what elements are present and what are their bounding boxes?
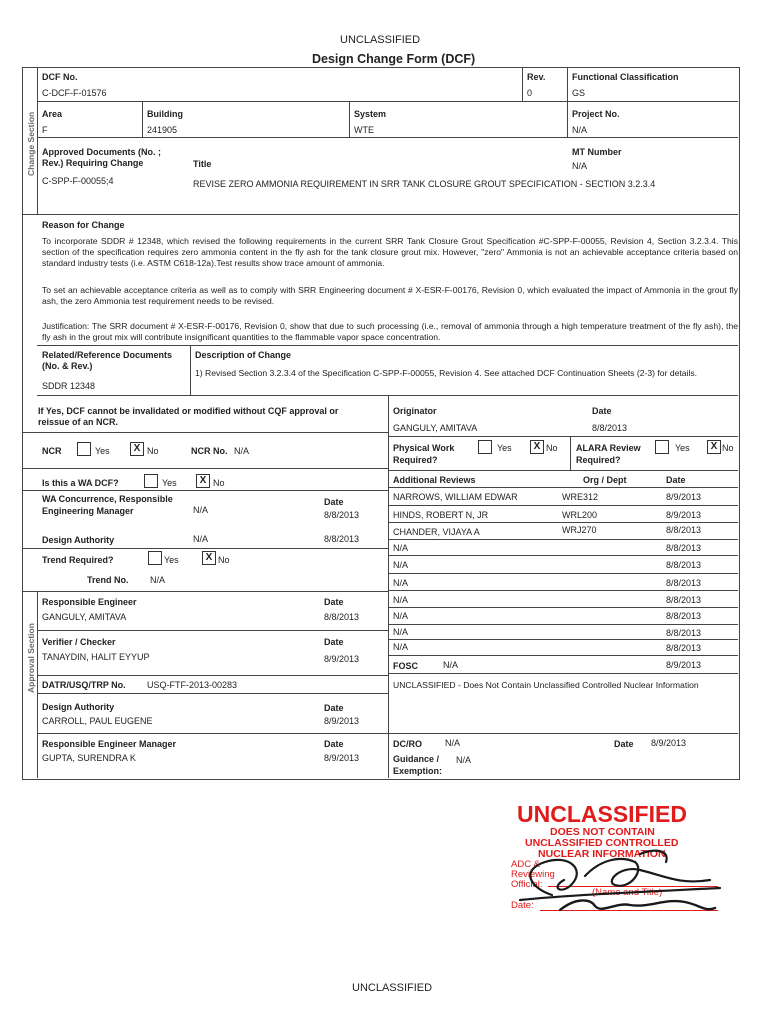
stamp-date-label: Date: <box>511 900 534 911</box>
wa-concurrence-label: WA Concurrence, Responsible <box>42 494 173 504</box>
divider <box>388 487 738 488</box>
stamp-title: UNCLASSIFIED <box>517 801 687 827</box>
reason-paragraph-1: To incorporate SDDR # 12348, which revised the following requirements in the current SRR Tank Closure Grout Specification #C-SPP-F-00055, Revision 4, Section 3.2.3.4. This section of the specification requires zero ammonia content in the fly ash for the tank closure grout mix. However, "zero" Ammonia is not an achievable acceptance criteria based on standard industry tests (i.e. ASTM C618-12a).Test results show trace amount of ammonia. <box>42 236 738 268</box>
physical-work-yes-checkbox[interactable] <box>478 440 492 454</box>
stamp-line-3: NUCLEAR INFORMATION <box>538 848 666 860</box>
approved-docs-value: C-SPP-F-00055;4 <box>42 176 114 186</box>
divider <box>388 590 738 591</box>
review-name: N/A <box>393 560 409 570</box>
design-authority-label: Design Authority <box>42 535 115 545</box>
design-authority-2-date-label: Date <box>324 703 344 713</box>
title-label: Title <box>193 159 212 169</box>
divider <box>388 655 738 656</box>
ncr-question-2: reissue of an NCR. <box>38 417 119 427</box>
design-authority-2-label: Design Authority <box>42 702 115 712</box>
responsible-engineer-label: Responsible Engineer <box>42 597 137 607</box>
project-no-label: Project No. <box>572 109 620 119</box>
review-date: 8/8/2013 <box>666 628 702 638</box>
design-authority-2-date: 8/9/2013 <box>324 716 360 726</box>
divider <box>22 548 388 549</box>
divider <box>22 591 388 592</box>
ncr-label: NCR <box>42 446 62 456</box>
review-name: N/A <box>393 642 409 652</box>
approval-section-label: Approval Section <box>26 623 36 693</box>
review-date: 8/8/2013 <box>666 595 702 605</box>
stamp-name-title: (Name and Title) <box>592 887 663 898</box>
ncr-no-label: No <box>147 446 159 456</box>
alara-label: ALARA Review <box>576 443 641 453</box>
form-title: Design Change Form (DCF) <box>312 52 476 66</box>
fosc-date: 8/9/2013 <box>666 660 702 670</box>
stamp-line-1: DOES NOT CONTAIN <box>550 826 655 838</box>
dcro-label: DC/RO <box>393 739 422 749</box>
wa-no-checkbox[interactable]: X <box>196 474 210 488</box>
review-org: WRJ270 <box>562 525 597 535</box>
area-label: Area <box>42 109 63 119</box>
review-name: N/A <box>393 595 409 605</box>
divider <box>388 470 738 471</box>
review-date: 8/8/2013 <box>666 543 702 553</box>
review-date: 8/9/2013 <box>666 492 702 502</box>
divider <box>37 733 738 734</box>
building-value: 241905 <box>147 125 178 135</box>
ncr-no-value: N/A <box>234 446 250 456</box>
responsible-engineer-date-label: Date <box>324 597 344 607</box>
ncr-yes-checkbox[interactable] <box>77 442 91 456</box>
review-name: N/A <box>393 627 409 637</box>
classification-statement: UNCLASSIFIED - Does Not Contain Unclassified Controlled Nuclear Information <box>393 680 699 690</box>
design-authority-2-name: CARROLL, PAUL EUGENE <box>42 716 153 726</box>
verifier-date: 8/9/2013 <box>324 654 360 664</box>
change-section-label: Change Section <box>26 111 36 176</box>
review-org: WRL200 <box>562 510 598 520</box>
ncr-no-field-label: NCR No. <box>191 446 228 456</box>
review-name: N/A <box>393 578 409 588</box>
alara-label-2: Required? <box>576 455 621 465</box>
alara-no-label: No <box>722 443 734 453</box>
trend-no-value: N/A <box>150 575 166 585</box>
review-name: N/A <box>393 611 409 621</box>
divider <box>388 395 389 778</box>
signature-image <box>490 840 730 925</box>
fosc-label: FOSC <box>393 661 419 671</box>
review-date: 8/8/2013 <box>666 525 702 535</box>
divider <box>388 639 738 640</box>
verifier-label: Verifier / Checker <box>42 637 116 647</box>
physical-work-no-label: No <box>546 443 558 453</box>
additional-reviews-date-label: Date <box>666 475 686 485</box>
system-label: System <box>354 109 387 119</box>
originator-label: Originator <box>393 406 437 416</box>
functional-classification-label: Functional Classification <box>572 72 679 82</box>
review-date: 8/8/2013 <box>666 560 702 570</box>
rem-date-label: Date <box>324 739 344 749</box>
org-dept-label: Org / Dept <box>583 475 627 485</box>
responsible-engineer-name: GANGULY, AMITAVA <box>42 612 127 622</box>
classification-top: UNCLASSIFIED <box>340 34 421 46</box>
title-value: REVISE ZERO AMMONIA REQUIREMENT IN SRR TANK CLOSURE GROUT SPECIFICATION - SECTION 3.2.3.4 <box>193 179 656 189</box>
rem-name: GUPTA, SURENDRA K <box>42 753 136 763</box>
divider <box>388 673 738 674</box>
verifier-name: TANAYDIN, HALIT EYYUP <box>42 652 150 662</box>
project-no-value: N/A <box>572 125 588 135</box>
reason-paragraph-2: To set an achievable acceptance criteria as well as to comply with SRR Engineering document # X-ESR-F-00176, Revision 0, which evaluated the impact of Ammonia in the grout fly ash, the zero Ammonia test requirement needs to be revised. <box>42 285 738 306</box>
divider <box>22 490 388 491</box>
originator-date: 8/8/2013 <box>592 423 628 433</box>
guidance-value: N/A <box>456 755 472 765</box>
divider <box>522 67 523 101</box>
related-docs-label: Related/Reference Documents <box>42 350 173 360</box>
originator-date-label: Date <box>592 406 612 416</box>
originator-name: GANGULY, AMITAVA <box>393 423 478 433</box>
divider <box>388 539 738 540</box>
divider <box>388 624 738 625</box>
rem-label: Responsible Engineer Manager <box>42 739 177 749</box>
description-label: Description of Change <box>195 350 292 360</box>
trend-yes-checkbox[interactable] <box>148 551 162 565</box>
dcro-value: N/A <box>445 738 461 748</box>
ncr-no-checkbox[interactable]: X <box>130 442 144 456</box>
related-docs-label-2: (No. & Rev.) <box>42 361 93 371</box>
review-date: 8/8/2013 <box>666 578 702 588</box>
wa-dcf-label: Is this a WA DCF? <box>42 478 119 488</box>
approved-docs-label-2: Rev.) Requiring Change <box>42 158 144 168</box>
wa-concurrence-value: N/A <box>193 505 209 515</box>
review-name: CHANDER, VIJAYA A <box>393 527 480 537</box>
divider <box>37 67 38 214</box>
divider <box>388 522 738 523</box>
trend-required-label: Trend Required? <box>42 555 114 565</box>
review-name: HINDS, ROBERT N, JR <box>393 510 489 520</box>
physical-work-label: Physical Work <box>393 443 455 453</box>
alara-yes-checkbox[interactable] <box>655 440 669 454</box>
review-org: WRE312 <box>562 492 599 502</box>
review-date: 8/9/2013 <box>666 510 702 520</box>
related-docs-value: SDDR 12348 <box>42 381 96 391</box>
review-name: NARROWS, WILLIAM EDWAR <box>393 492 518 502</box>
review-date: 8/8/2013 <box>666 611 702 621</box>
divider <box>37 630 388 631</box>
wa-yes-checkbox[interactable] <box>144 474 158 488</box>
dcro-date-label: Date <box>614 739 634 749</box>
divider <box>37 137 738 138</box>
building-label: Building <box>147 109 183 119</box>
area-value: F <box>42 125 48 135</box>
guidance-label: Guidance / <box>393 754 440 764</box>
trend-no-label: No <box>218 555 230 565</box>
divider <box>22 214 738 215</box>
alara-yes-label: Yes <box>675 443 690 453</box>
additional-reviews-label: Additional Reviews <box>393 475 476 485</box>
divider <box>388 505 738 506</box>
rev-label: Rev. <box>527 72 546 82</box>
divider <box>37 693 388 694</box>
divider <box>37 675 388 676</box>
physical-work-no-checkbox[interactable]: X <box>530 440 544 454</box>
divider <box>388 436 738 437</box>
dcf-no-value: C-DCF-F-01576 <box>42 88 107 98</box>
datr-value: USQ-FTF-2013-00283 <box>147 680 238 690</box>
divider <box>22 468 388 469</box>
ncr-question: If Yes, DCF cannot be invalidated or modified without CQF approval or <box>38 406 339 416</box>
mt-number-label: MT Number <box>572 147 622 157</box>
design-authority-value: N/A <box>193 534 209 544</box>
rem-date: 8/9/2013 <box>324 753 360 763</box>
divider <box>349 101 350 137</box>
reason-paragraph-3: Justification: The SRR document # X-ESR-F-00176, Revision 0, show that due to such processing (i.e., removal of ammonia through a high temperature treatment of the fly ash), the fly ash in the grout mix will contribute insignificant quantities to the flammable vapor space concentration. <box>42 321 738 342</box>
fosc-value: N/A <box>443 660 459 670</box>
datr-label: DATR/USQ/TRP No. <box>42 680 126 690</box>
divider <box>388 607 738 608</box>
dcro-date: 8/9/2013 <box>651 738 687 748</box>
divider <box>388 573 738 574</box>
trend-yes-label: Yes <box>164 555 179 565</box>
wa-no-label: No <box>213 478 225 488</box>
alara-no-checkbox[interactable]: X <box>707 440 721 454</box>
guidance-label-2: Exemption: <box>393 766 443 776</box>
trend-no-checkbox[interactable]: X <box>202 551 216 565</box>
design-authority-date: 8/8/2013 <box>324 534 360 544</box>
divider <box>37 591 38 778</box>
responsible-engineer-date: 8/8/2013 <box>324 612 360 622</box>
trend-no-field-label: Trend No. <box>87 575 129 585</box>
divider <box>190 345 191 395</box>
divider <box>388 555 738 556</box>
divider <box>567 67 568 101</box>
system-value: WTE <box>354 125 374 135</box>
divider <box>22 432 388 433</box>
stamp-official-label: Official: <box>511 879 543 890</box>
wa-yes-label: Yes <box>162 478 177 488</box>
approved-docs-label: Approved Documents (No. ; <box>42 147 162 157</box>
rev-value: 0 <box>527 88 533 98</box>
divider <box>142 101 143 137</box>
stamp-adc-label: ADC & <box>511 859 541 870</box>
mt-number-value: N/A <box>572 161 588 171</box>
wa-concurrence-label-2: Engineering Manager <box>42 506 134 516</box>
stamp-reviewing-label: Reviewing <box>511 869 555 880</box>
wa-concurrence-date: 8/8/2013 <box>324 510 360 520</box>
review-date: 8/8/2013 <box>666 643 702 653</box>
verifier-date-label: Date <box>324 637 344 647</box>
stamp-line-2: UNCLASSIFIED CONTROLLED <box>525 837 679 849</box>
divider <box>567 101 568 137</box>
classification-bottom: UNCLASSIFIED <box>352 982 433 994</box>
wa-concurrence-date-label: Date <box>324 497 344 507</box>
review-name: N/A <box>393 543 409 553</box>
physical-work-yes-label: Yes <box>497 443 512 453</box>
functional-classification-value: GS <box>572 88 586 98</box>
dcf-no-label: DCF No. <box>42 72 78 82</box>
divider <box>37 345 738 346</box>
reason-label: Reason for Change <box>42 220 125 230</box>
physical-work-label-2: Required? <box>393 455 438 465</box>
divider <box>570 436 571 470</box>
ncr-yes-label: Yes <box>95 446 110 456</box>
description-value: 1) Revised Section 3.2.3.4 of the Specification C-SPP-F-00055, Revision 4. See attached DCF Continuation Sheets (2-3) for details. <box>195 368 698 378</box>
